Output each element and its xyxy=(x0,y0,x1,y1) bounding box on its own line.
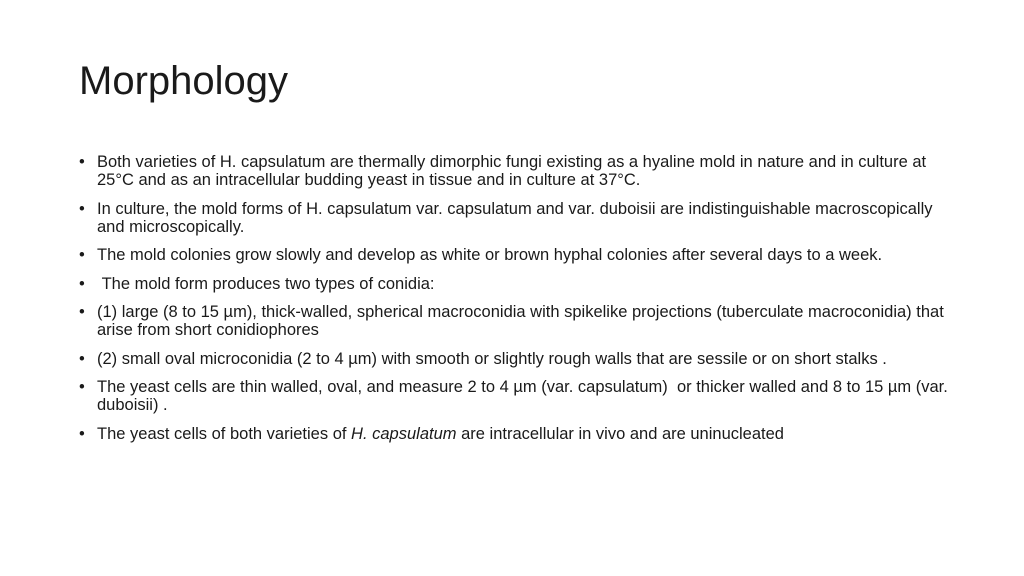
bullet-item xyxy=(79,378,959,414)
bullet-text: The yeast cells are thin walled, oval, and measure 2 to 4 µm (var. capsulatum) or thicker walled and 8 to 15 µm (var. duboisii) . xyxy=(97,378,953,414)
bullet-marker: • xyxy=(79,378,85,396)
bullet-text: (2) small oval microconidia (2 to 4 µm) with smooth or slightly rough walls that are sessile or on short stalks . xyxy=(97,349,887,368)
bullet-marker: • xyxy=(79,303,85,321)
bullet-text-before: The yeast cells of both varieties of xyxy=(97,424,352,443)
bullet-text: The mold form produces two types of conidia: xyxy=(97,274,435,293)
slide-title: Morphology xyxy=(79,59,289,103)
bullet-text: The mold colonies grow slowly and develop as white or brown hyphal colonies after several days to a week. xyxy=(97,246,883,264)
bullet-item xyxy=(79,200,959,236)
bullet-marker: • xyxy=(79,199,85,218)
bullet-marker: • xyxy=(79,153,85,171)
bullet-text: Both varieties of H. capsulatum are thermally dimorphic fungi existing as a hyaline mold in nature and in culture at 25°C and as an intracellular budding yeast in tissue and in culture at 37°C. xyxy=(97,153,927,189)
bullet-item xyxy=(79,425,959,443)
species-name-italic: H. capsulatum xyxy=(351,424,457,443)
bullet-list xyxy=(79,153,959,453)
bullet-marker: • xyxy=(79,349,85,368)
bullet-text xyxy=(97,425,784,443)
bullet-marker: • xyxy=(79,424,85,443)
bullet-item xyxy=(79,303,959,339)
bullet-marker: • xyxy=(79,274,85,293)
bullet-item xyxy=(79,350,959,368)
bullet-item xyxy=(79,246,959,264)
bullet-text-after: are intracellular in vivo and are uninucleated xyxy=(456,424,784,443)
bullet-marker: • xyxy=(79,246,85,264)
bullet-item xyxy=(79,275,959,293)
bullet-item xyxy=(79,153,959,189)
bullet-text: (1) large (8 to 15 µm), thick-walled, spherical macroconidia with spikelike projections (tuberculate macroconidia) that arise from short conidiophores xyxy=(97,303,944,339)
bullet-text: In culture, the mold forms of H. capsulatum var. capsulatum and var. duboisii are indistinguishable macroscopically and microscopically. xyxy=(97,199,933,236)
